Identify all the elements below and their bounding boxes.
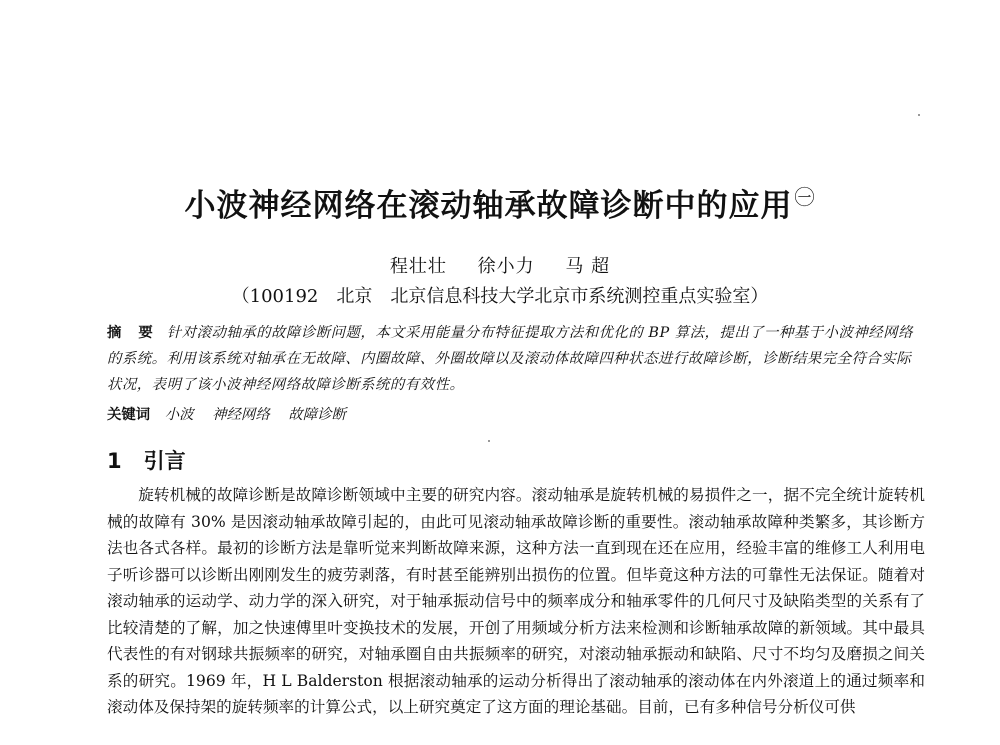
abstract-label: 摘 要 <box>107 324 159 341</box>
author-name: 徐小力 <box>477 256 535 277</box>
keyword: 故障诊断 <box>288 407 346 423</box>
scan-speck <box>488 440 490 442</box>
author-name: 程壮壮 <box>389 256 447 277</box>
section-heading <box>107 445 186 475</box>
section-number: 1 <box>107 449 122 473</box>
section-title: 引言 <box>143 449 186 473</box>
footnote-mark: ㊀ <box>794 185 816 209</box>
scan-speck <box>918 114 920 116</box>
author-name: 马 超 <box>565 256 611 277</box>
abstract <box>107 320 925 398</box>
affiliation: （100192 北京 北京信息科技大学北京市系统测控重点实验室） <box>231 286 769 307</box>
abstract-text: 针对滚动轴承的故障诊断问题，本文采用能量分布特征提取方法和优化的 BP 算法，提出了一种基于小波神经网络的系统。利用该系统对轴承在无故障、内圈故障、外圈故障以及滚动体故障四种状态进行故障诊断，诊断结果完全符合实际状况，表明了该小波神经网络故障诊断系统的有效性。 <box>107 325 913 393</box>
paper-title <box>0 180 1000 225</box>
keywords <box>107 402 925 428</box>
body-paragraph: 旋转机械的故障诊断是故障诊断领域中主要的研究内容。滚动轴承是旋转机械的易损件之一，据不完全统计旋转机械的故障有 30% 是因滚动轴承故障引起的，由此可见滚动轴承故障诊断的重要性。滚动轴承故障种类繁多，其诊断方法也各式各样。最初的诊断方法是靠听觉来判断故障来源，这种方法一直到现在还在应用，经验丰富的维修工人利用电子听诊器可以诊断出刚刚发生的疲劳剥落，有时甚至能辨别出损伤的位置。但毕竟这种方法的可靠性无法保证。随着对滚动轴承的运动学、动力学的深入研究，对于轴承振动信号中的频率成分和轴承零件的几何尺寸及缺陷类型的关系有了比较清楚的了解，加之快速傅里叶变换技术的发展，开创了用频域分析方法来检测和诊断轴承故障的新领域。其中最具代表性的有对钢球共振频率的研究，对轴承圈自由共振频率的研究，对滚动轴承振动和缺陷、尺寸不均匀及磨损之间关系的研究。1969 年，H L Balderston 根据滚动轴承的运动分析得出了滚动轴承的滚动体在内外滚道上的通过频率和滚动体及保持架的旋转频率的计算公式，以上研究奠定了这方面的理论基础。目前，已有多种信号分析仪可供 <box>107 486 925 716</box>
title-text: 小波神经网络在滚动轴承故障诊断中的应用 <box>184 188 793 224</box>
keyword: 神经网络 <box>212 407 270 423</box>
keyword: 小波 <box>164 407 194 423</box>
keywords-label: 关键词 <box>107 406 151 423</box>
author-list <box>0 252 1000 278</box>
